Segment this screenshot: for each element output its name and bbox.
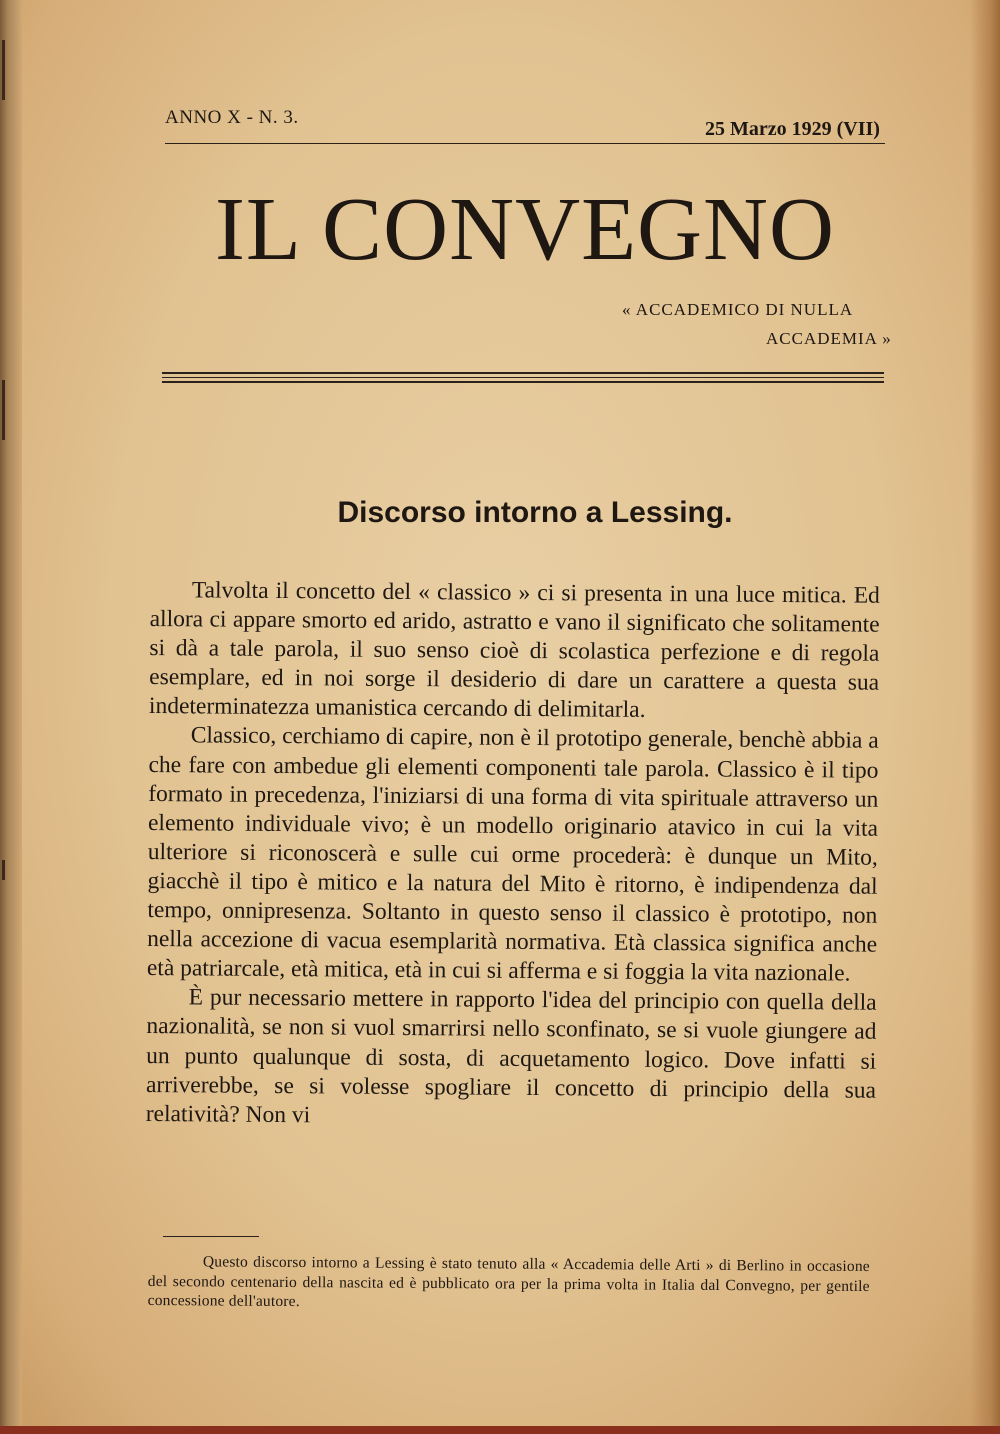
motto-line-1: « ACCADEMICO DI NULLA: [622, 300, 854, 319]
issue-date: 25 Marzo 1929 (VII): [705, 118, 880, 140]
spine-mark: [2, 380, 5, 440]
masthead-rule: [162, 372, 884, 374]
footnote: [148, 1252, 870, 1316]
article-body: [146, 576, 880, 1134]
article-title: Discorso intorno a Lessing.: [337, 496, 733, 529]
masthead-rule: [162, 381, 884, 383]
paragraph: Talvolta il concetto del « classico » ci si presenta in una luce mitica. Ed allora ci appare smorto ed arido, astratto e vano il significato che solitamente si dà a tale parola, il suo senso cioè di scolastica perfezione e di regola esemplare, ed in noi sorge il desiderio di dare un carattere a questa sua indeterminatezza umanistica cercando di delimitarla.: [148, 577, 880, 724]
paragraph: È pur necessario mettere in rapporto l'idea del principio con quella della nazionalità, se non si vuol smarrirsi nello sconfinato, se si vuole giungere ad un punto qualunque di sosta, di acquetamento logico. Dove infatti si arriverebbe, se si volesse spogliare il concetto di principio della sua relatività? Non vi: [145, 984, 877, 1128]
page-edge-shadow: [970, 0, 1000, 1434]
spine-mark: [2, 860, 5, 880]
header-rule: [165, 143, 885, 144]
paragraph: Classico, cerchiamo di capire, non è il prototipo generale, benchè abbia a che fare con ambedue gli elementi componenti tale parola. Classico è il tipo formato in precedenza, l'iniziarsi di una forma di vita spirituale attraverso un elemento individuale vivo; è un modello originario atavico in cui la vita ulteriore si riconoscerà e sulle cui orme procederà: è dunque un Mito, giacchè il tipo è mitico e la natura del Mito è ritorno, è indipendenza dal tempo, onnipresenza. Soltanto in questo senso il classico è prototipo, non nella accezione di vacua esemplarità normativa. Età classica significa anche età patriarcale, età mitica, età in cui si afferma e si foggia la vita nazionale.: [146, 722, 879, 987]
book-bottom-edge: [0, 1426, 1000, 1434]
spine-mark: [2, 40, 5, 100]
binding-spine: [0, 0, 22, 1434]
issue-number: ANNO X - N. 3.: [165, 107, 299, 128]
masthead-rule: [162, 377, 884, 378]
footnote-rule: [163, 1236, 259, 1237]
motto-line-2: ACCADEMIA »: [766, 329, 892, 348]
footnote-text: Questo discorso intorno a Lessing è stato tenuto alla « Accademia delle Arti » di Berlino in occasione del secondo centenario della nascita ed è pubblicato ora per la prima volta in Italia dal Convegno, per gentile concessione dell'autore.: [147, 1253, 870, 1311]
magazine-title: IL CONVEGNO: [214, 180, 836, 279]
